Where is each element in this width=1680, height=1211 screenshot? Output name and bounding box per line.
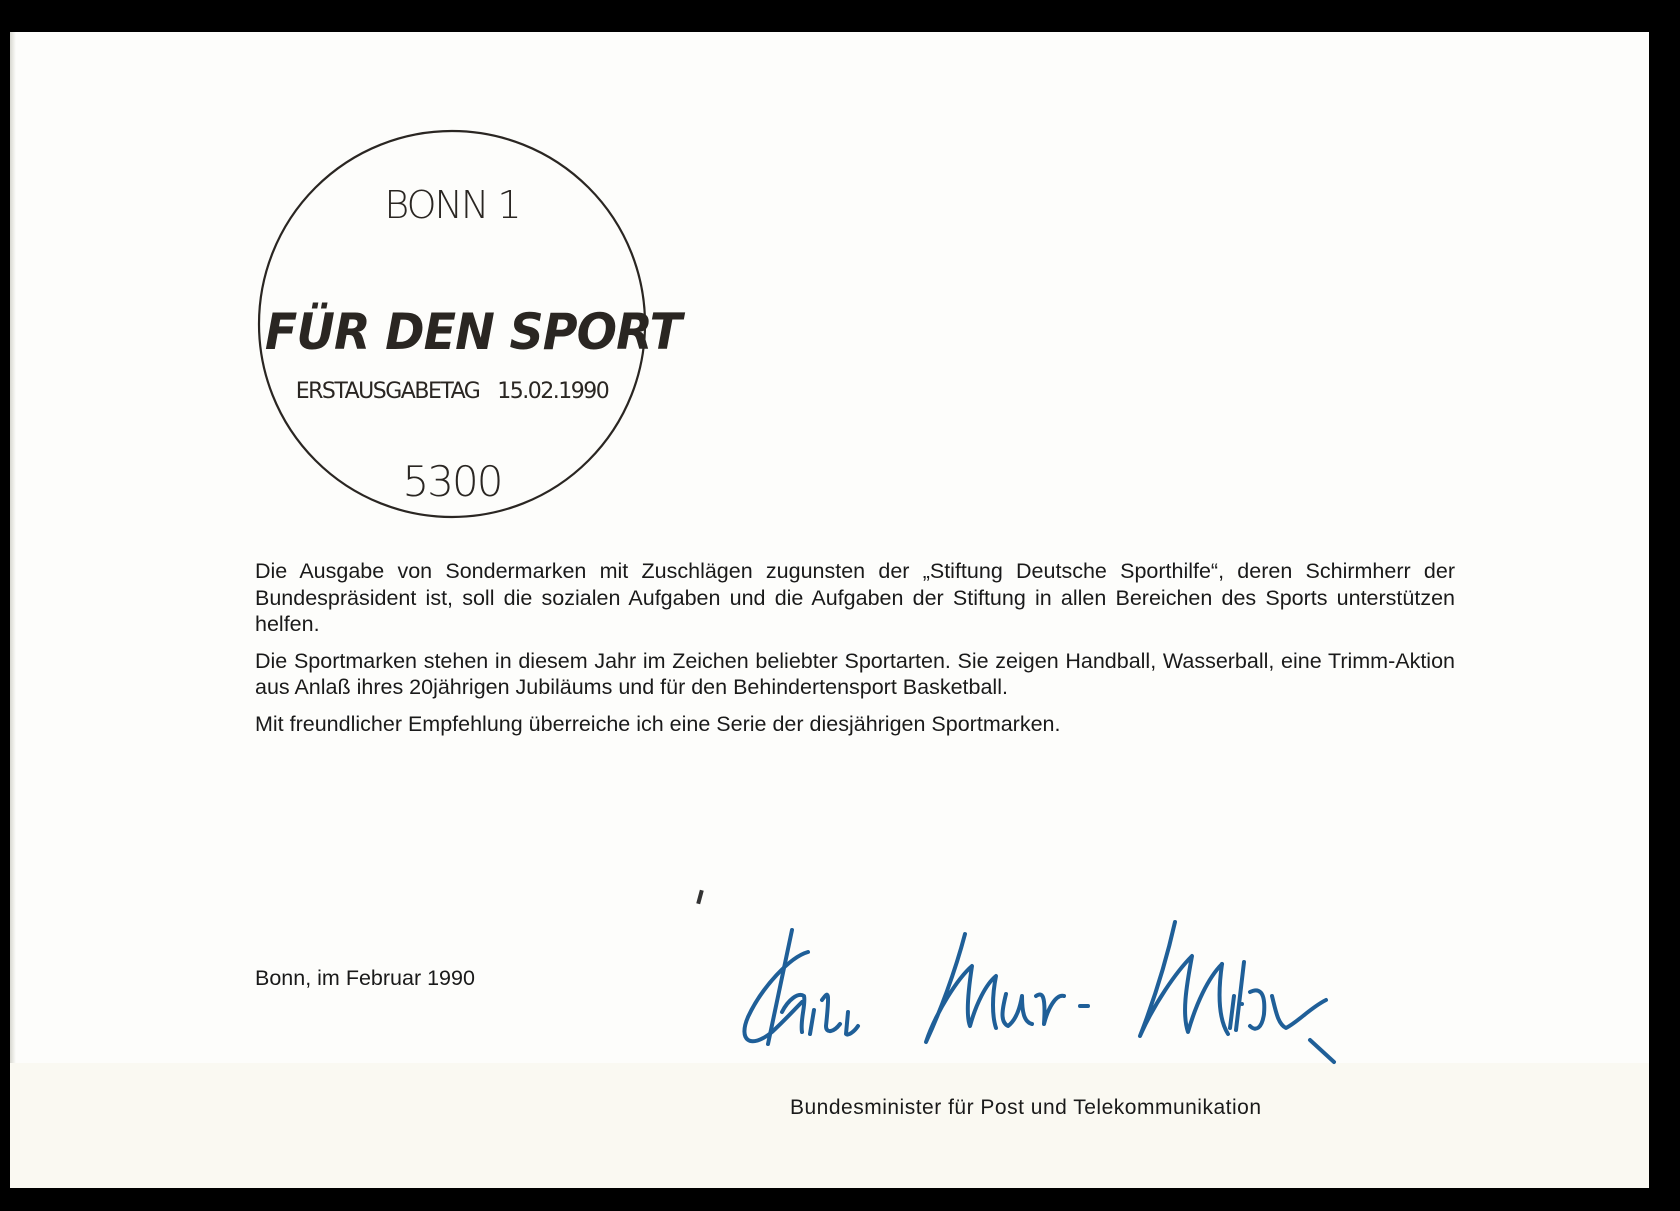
postmark-title: FÜR DEN SPORT: [264, 303, 682, 361]
ink-mark: [696, 890, 703, 905]
paragraph-3: Mit freundlicher Empfehlung überreiche ich eine Serie der diesjährigen Sportmarken.: [255, 711, 1061, 736]
postmark-city: BONN 1: [384, 183, 520, 227]
body-text: [255, 558, 1455, 747]
ministry-title: Bundesminister für Post und Telekommunikation: [790, 1096, 1262, 1119]
place-date: Bonn, im Februar 1990: [255, 966, 475, 990]
card-edge-shadow: [10, 32, 16, 1188]
postmark-zip: 5300: [402, 457, 502, 506]
paragraph-1: Die Ausgabe von Sondermarken mit Zuschlägen zugunsten der „Stiftung Deutsche Sporthilfe“, deren Schirmherr der Bundespräsident ist, soll die sozialen Aufgaben und die Aufgaben der Stiftung in allen Bereichen des Sports unterstützen helfen.: [255, 559, 1455, 636]
postmark-subtitle-line: [255, 379, 649, 404]
paragraph-2: Die Sportmarken stehen in diesem Jahr im Zeichen beliebter Sportarten. Sie zeigen Handball, Wasserball, eine Trimm-Aktion aus Anlaß ihres 20jährigen Jubiläums und für den Behindertensport Basketball.: [255, 648, 1455, 699]
postmark: [255, 127, 682, 521]
card: [10, 32, 1649, 1188]
handwritten-signature: [730, 892, 1430, 1092]
postmark-subtitle: ERSTAUSGABETAG: [295, 379, 480, 404]
postmark-date: 15.02.1990: [497, 379, 609, 404]
